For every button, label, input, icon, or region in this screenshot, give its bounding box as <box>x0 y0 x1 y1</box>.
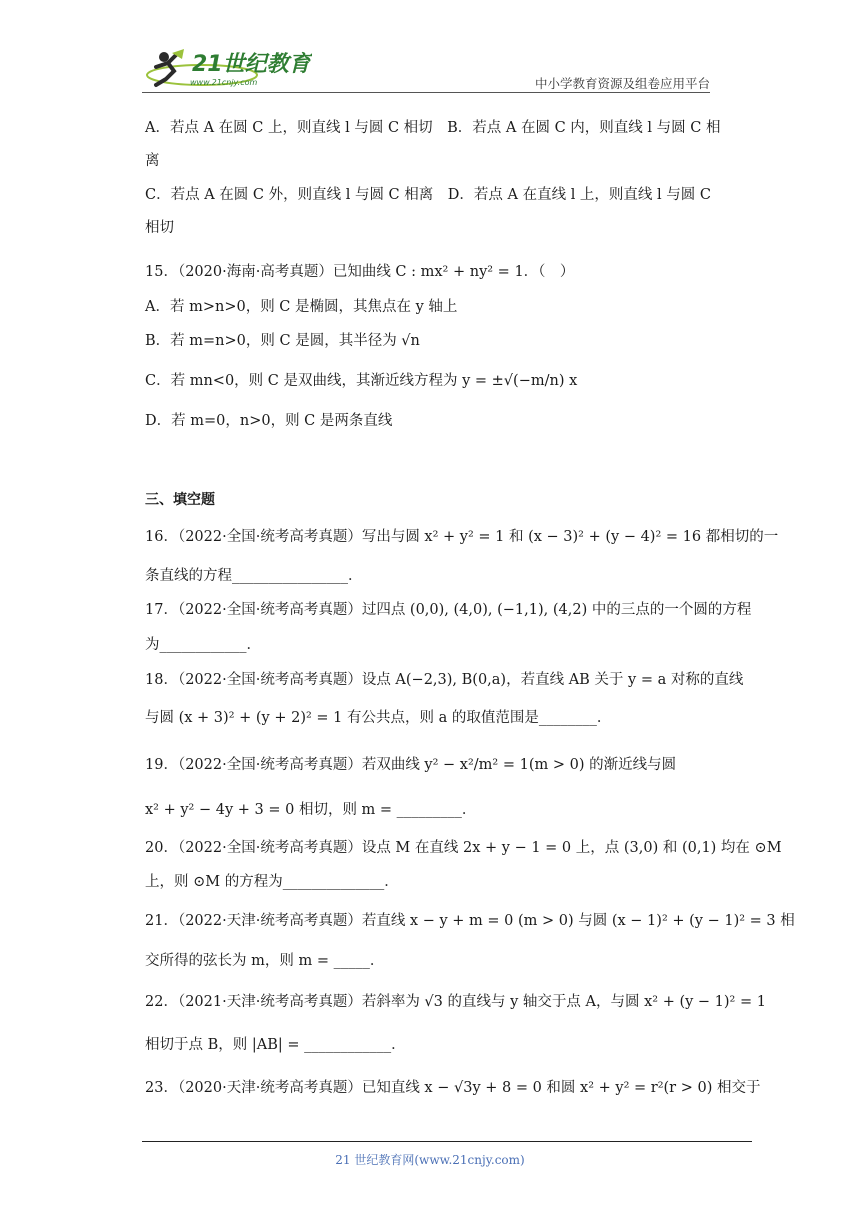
site-logo <box>142 45 312 93</box>
option-15d: D．若 m=0，n>0，则 C 是两条直线 <box>145 413 393 429</box>
footer-divider <box>142 1141 752 1142</box>
question-22: 22．（2021·天津·统考高考真题）若斜率为 √3 的直线与 y 轴交于点 A，与圆 x² + (y − 1)² = 1 <box>145 994 766 1010</box>
logo-url: www.21cnjy.com <box>190 78 258 87</box>
question-22-cont: 相切于点 B，则 |AB| = ____________． <box>145 1037 406 1053</box>
question-20: 20．（2022·全国·统考高考真题）设点 M 在直线 2x + y − 1 = 0 上，点 (3,0) 和 (0,1) 均在 ⊙M <box>145 840 782 856</box>
header-platform-name: 中小学教育资源及组卷应用平台 <box>534 76 710 91</box>
text-line: 相切 <box>145 220 174 236</box>
text-line: C．若点 A 在圆 C 外，则直线 l 与圆 C 相离 D．若点 A 在直线 l 上，则直线 l 与圆 C <box>145 187 711 203</box>
option-15b: B．若 m=n>0，则 C 是圆，其半径为 √n <box>145 333 420 349</box>
question-15: 15．（2020·海南·高考真题）已知曲线 C : mx² + ny² = 1．（ ） <box>145 264 575 280</box>
text-line: A．若点 A 在圆 C 上，则直线 l 与圆 C 相切 B．若点 A 在圆 C 内，则直线 l 与圆 C 相 <box>145 120 721 136</box>
text-line: 离 <box>145 153 160 169</box>
question-21-cont: 交所得的弦长为 m，则 m = _____． <box>145 953 385 969</box>
question-21: 21．（2022·天津·统考高考真题）若直线 x − y + m = 0 (m > 0) 与圆 (x − 1)² + (y − 1)² = 3 相 <box>145 913 795 929</box>
question-19-cont: x² + y² − 4y + 3 = 0 相切，则 m = _________． <box>145 802 477 818</box>
question-16: 16．（2022·全国·统考高考真题）写出与圆 x² + y² = 1 和 (x − 3)² + (y − 4)² = 16 都相切的一 <box>145 529 779 545</box>
question-16-cont: 条直线的方程________________． <box>145 568 363 584</box>
option-15c: C．若 mn<0，则 C 是双曲线，其渐近线方程为 y = ±√(−m/n) x <box>145 373 578 389</box>
question-17-cont: 为____________． <box>145 637 261 653</box>
runner-logo-icon <box>142 45 312 93</box>
section-heading: 三、填空题 <box>145 492 215 508</box>
option-15a: A．若 m>n>0，则 C 是椭圆，其焦点在 y 轴上 <box>145 299 458 315</box>
question-23: 23．（2020·天津·统考高考真题）已知直线 x − √3y + 8 = 0 和圆 x² + y² = r²(r > 0) 相交于 <box>145 1080 761 1096</box>
logo-text: 21世纪教育 <box>192 52 311 77</box>
question-18: 18．（2022·全国·统考高考真题）设点 A(−2,3), B(0,a)，若直线 AB 关于 y = a 对称的直线 <box>145 672 744 688</box>
header-divider <box>142 92 710 93</box>
question-18-cont: 与圆 (x + 3)² + (y + 2)² = 1 有公共点，则 a 的取值范围是________． <box>145 710 612 726</box>
question-17: 17．（2022·全国·统考高考真题）过四点 (0,0), (4,0), (−1,1), (4,2) 中的三点的一个圆的方程 <box>145 602 752 618</box>
question-19: 19．（2022·全国·统考高考真题）若双曲线 y² − x²/m² = 1(m > 0) 的渐近线与圆 <box>145 757 677 773</box>
question-20-cont: 上，则 ⊙M 的方程为______________． <box>145 874 399 890</box>
footer-link[interactable]: 21 世纪教育网(www.21cnjy.com) <box>335 1153 525 1167</box>
